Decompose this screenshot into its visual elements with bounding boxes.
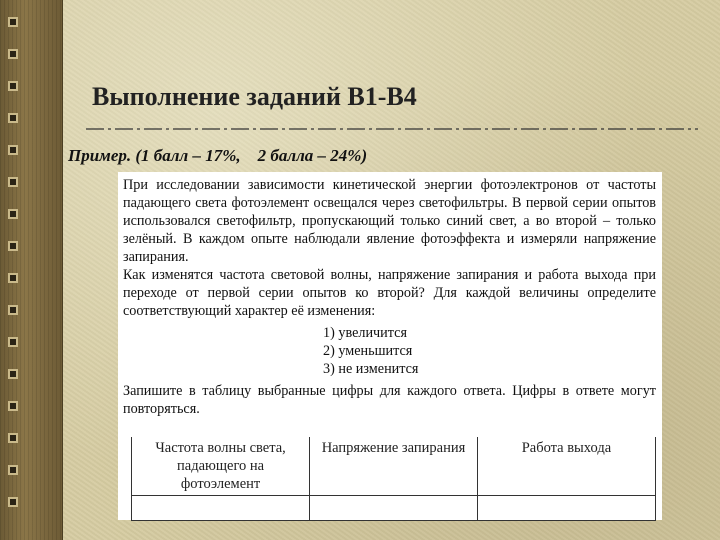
example-label: Пример. (1 балл – 17%, 2 балла – 24%)	[68, 146, 368, 165]
decorative-square	[8, 17, 18, 27]
task-paragraph-1: При исследовании зависимости кинетической энергии фотоэлектронов от частоты падающего света фотоэлемент освещался через светофильтры. В первой серии опытов использовался светофильтр, пропускающий только синий свет, а во второй – только зелёный. В каждом опыте наблюдали явление фотоэффекта и измеряли напряжение запирания.	[123, 177, 656, 265]
decorative-square	[8, 81, 18, 91]
decorative-square	[8, 337, 18, 347]
decorative-square	[8, 209, 18, 219]
answer-options	[323, 324, 656, 378]
option-item: 3) не изменится	[323, 361, 419, 377]
decorative-square	[8, 369, 18, 379]
decorative-square	[8, 241, 18, 251]
decorative-square	[8, 401, 18, 411]
answer-cell-voltage[interactable]	[310, 496, 478, 521]
decorative-square	[8, 305, 18, 315]
option-item: 2) уменьшится	[323, 343, 413, 359]
decorative-square	[8, 145, 18, 155]
decorative-square	[8, 113, 18, 123]
table-header-voltage: Напряжение запирания	[310, 437, 478, 496]
answer-cell-work-function[interactable]	[477, 496, 655, 521]
answer-table	[131, 437, 656, 521]
option-item: 1) увеличится	[323, 325, 407, 341]
answer-cell-frequency[interactable]	[132, 496, 310, 521]
decorative-square	[8, 273, 18, 283]
task-card	[118, 172, 662, 520]
task-paragraph-2: Как изменятся частота световой волны, напряжение запирания и работа выхода при переходе от первой серии опытов ко второй? Для каждой величины определите соответствующий характер её изменения:	[123, 267, 656, 319]
decorative-left-band	[0, 0, 63, 540]
table-answer-row	[132, 496, 656, 521]
decorative-square	[8, 433, 18, 443]
table-header-row	[132, 437, 656, 496]
decorative-square	[8, 177, 18, 187]
title-divider	[86, 126, 698, 132]
decorative-square	[8, 49, 18, 59]
table-header-work-function: Работа выхода	[477, 437, 655, 496]
task-instruction: Запишите в таблицу выбранные цифры для каждого ответа. Цифры в ответе могут повторяться.	[123, 383, 656, 417]
decorative-square	[8, 465, 18, 475]
table-header-frequency: Частота волны света, падающего на фотоэлемент	[132, 437, 310, 496]
slide-title: Выполнение заданий В1-В4	[92, 82, 417, 111]
decorative-square	[8, 497, 18, 507]
